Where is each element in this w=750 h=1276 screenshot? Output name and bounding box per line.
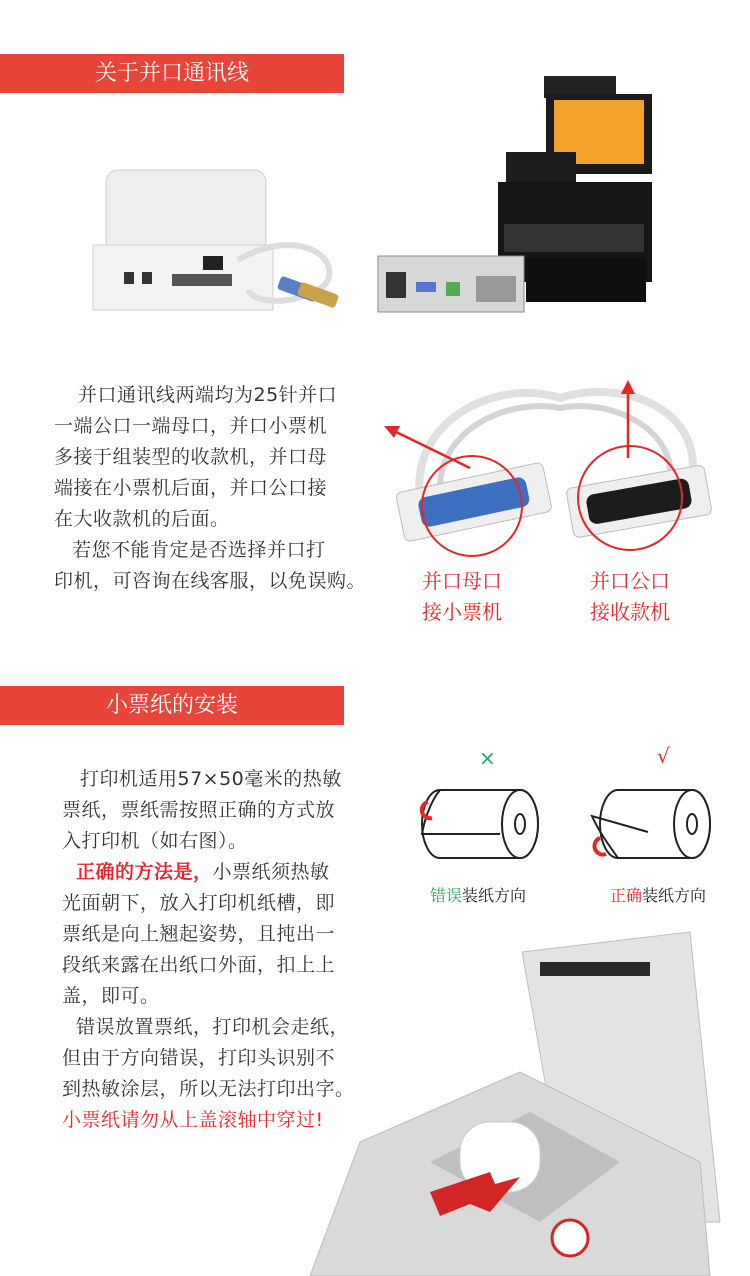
wrong-line-2: 但由于方向错误，打印头识别不 xyxy=(62,1047,336,1069)
install-line-2: 票纸，票纸需按照正确的方式放 xyxy=(62,799,336,821)
pos-terminal-photo xyxy=(376,72,656,322)
wrong-line-3: 到热敏涂层，所以无法打印出字。 xyxy=(62,1078,355,1100)
section-title: 关于并口通讯线 xyxy=(94,61,249,86)
open-printer-photo xyxy=(290,922,750,1276)
right-mark: √ xyxy=(657,744,670,768)
install-line-5: 光面朝下，放入打印机纸槽，即 xyxy=(62,892,336,914)
female-port-label-line-2: 接小票机 xyxy=(422,600,502,624)
wrong-caption-colored: 错误 xyxy=(430,886,463,905)
right-caption-colored: 正确 xyxy=(610,886,643,905)
wrong-caption xyxy=(430,883,526,906)
wrong-roll-diagram xyxy=(410,782,550,862)
right-caption-rest: 装纸方向 xyxy=(642,886,707,905)
correct-method-rest: 小票纸须热敏 xyxy=(212,861,330,883)
correct-method-highlight: 正确的方法是， xyxy=(76,861,213,883)
cable-desc-line-3: 多接于组装型的收款机，并口母 xyxy=(54,446,328,468)
printer-cable-photo xyxy=(88,160,348,320)
right-roll-diagram xyxy=(588,782,728,862)
cable-desc-line-1: 并口通讯线两端均为25针并口 xyxy=(78,384,338,406)
male-port-label xyxy=(590,566,670,628)
wrong-caption-rest: 装纸方向 xyxy=(462,886,527,905)
section-title: 小票纸的安装 xyxy=(105,693,238,718)
cable-desc-line-2: 一端公口一端母口，并口小票机 xyxy=(54,415,328,437)
female-port-label xyxy=(422,566,502,628)
cable-connectors-photo xyxy=(380,378,720,558)
section-banner-paper-install xyxy=(0,686,344,725)
female-port-label-line-1: 并口母口 xyxy=(422,569,502,593)
install-line-6: 票纸是向上翘起姿势，且扽出一 xyxy=(62,923,336,945)
cable-description xyxy=(54,380,374,597)
cable-desc-line-5: 在大收款机的后面。 xyxy=(54,508,230,530)
install-line-8: 盖，即可。 xyxy=(62,985,160,1007)
advice-line-2: 印机，可咨询在线客服，以免误购。 xyxy=(54,570,367,592)
cable-desc-line-4: 端接在小票机后面，并口公口接 xyxy=(54,477,328,499)
install-line-1: 打印机适用57×50毫米的热敏 xyxy=(80,768,342,790)
advice-line-1: 若您不能肯定是否选择并口打 xyxy=(72,539,326,561)
section-banner-parallel-cable xyxy=(0,54,344,93)
wrong-mark: × xyxy=(479,746,496,770)
wrong-line-1: 错误放置票纸，打印机会走纸， xyxy=(76,1016,350,1038)
correct-method-line xyxy=(62,857,362,888)
install-line-3: 入打印机（如右图）。 xyxy=(62,830,248,852)
warning-line: 小票纸请勿从上盖滚轴中穿过! xyxy=(62,1109,324,1131)
male-port-label-line-1: 并口公口 xyxy=(590,569,670,593)
right-caption xyxy=(610,883,706,906)
install-line-7: 段纸来露在出纸口外面，扣上上 xyxy=(62,954,336,976)
male-port-label-line-2: 接收款机 xyxy=(590,600,670,624)
